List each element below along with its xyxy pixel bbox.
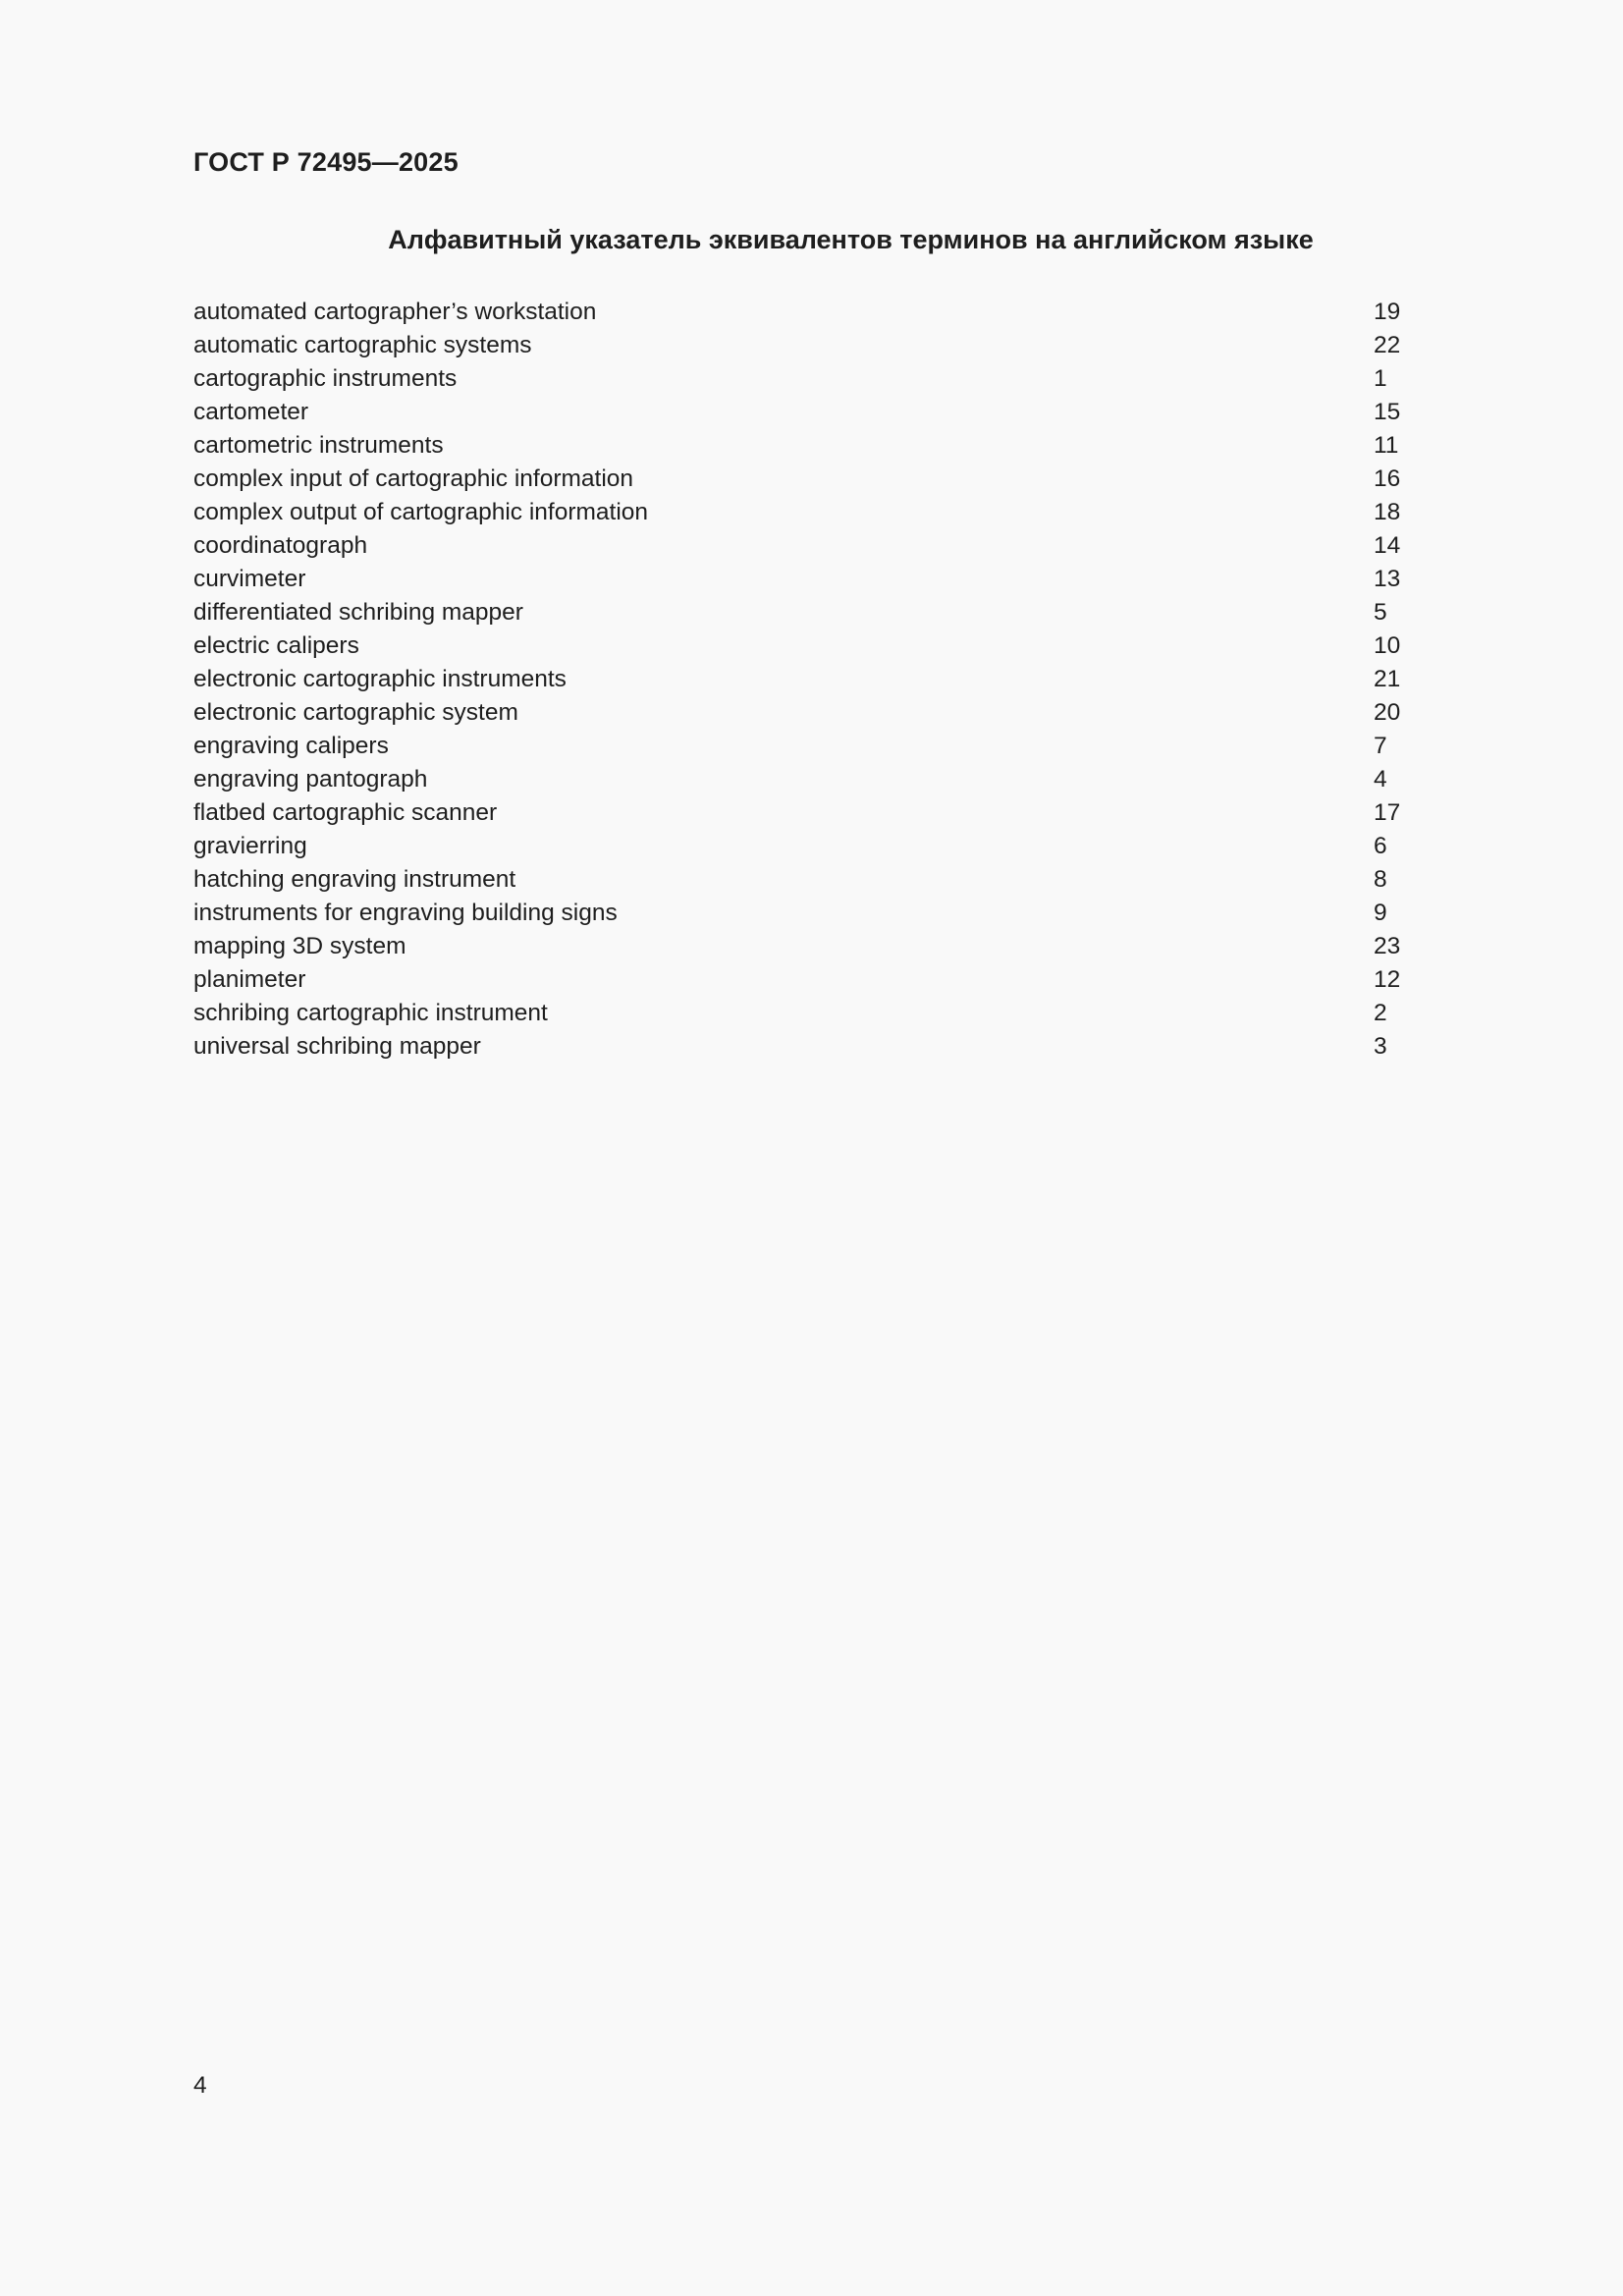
index-term-number: 11 — [1374, 432, 1399, 459]
index-row — [193, 696, 1406, 730]
index-row — [193, 396, 1406, 429]
page-number: 4 — [193, 2072, 207, 2099]
index-row — [193, 730, 1406, 763]
index-term-number: 15 — [1374, 399, 1401, 425]
index-term: mapping 3D system — [193, 933, 406, 959]
index-term-number: 22 — [1374, 332, 1401, 358]
index-term: coordinatograph — [193, 532, 368, 559]
index-term-number: 3 — [1374, 1033, 1387, 1060]
index-row — [193, 897, 1406, 930]
index-row — [193, 429, 1406, 463]
index-term: automated cartographer’s workstation — [193, 299, 597, 325]
index-row — [193, 496, 1406, 529]
index-row — [193, 997, 1406, 1030]
index-term: gravierring — [193, 833, 307, 859]
index-term-number: 4 — [1374, 766, 1387, 793]
index-term: complex output of cartographic information — [193, 499, 649, 525]
index-term-number: 14 — [1374, 532, 1401, 559]
index-term: universal schribing mapper — [193, 1033, 481, 1060]
index-term-number: 5 — [1374, 599, 1387, 626]
index-row — [193, 329, 1406, 362]
section-title: Алфавитный указатель эквивалентов терминов на английском языке — [388, 225, 1314, 254]
index-row — [193, 563, 1406, 596]
index-term-number: 9 — [1374, 900, 1387, 926]
index-row — [193, 629, 1406, 663]
index-term: schribing cartographic instrument — [193, 1000, 548, 1026]
index-term-number: 12 — [1374, 966, 1401, 993]
index-row — [193, 463, 1406, 496]
index-term: differentiated schribing mapper — [193, 599, 523, 626]
index-term: flatbed cartographic scanner — [193, 799, 498, 826]
term-index-list — [193, 296, 1406, 1064]
index-term-number: 19 — [1374, 299, 1401, 325]
index-term-number: 20 — [1374, 699, 1401, 726]
index-row — [193, 830, 1406, 863]
index-term: planimeter — [193, 966, 306, 993]
index-row — [193, 663, 1406, 696]
index-term-number: 21 — [1374, 666, 1401, 692]
index-term-number: 8 — [1374, 866, 1387, 893]
index-term-number: 2 — [1374, 1000, 1387, 1026]
index-row — [193, 763, 1406, 796]
index-term: cartographic instruments — [193, 365, 458, 392]
index-term: hatching engraving instrument — [193, 866, 516, 893]
index-term: complex input of cartographic information — [193, 465, 634, 492]
index-term: curvimeter — [193, 566, 306, 592]
index-term: instruments for engraving building signs — [193, 900, 618, 926]
index-row — [193, 1030, 1406, 1064]
index-term-number: 10 — [1374, 632, 1401, 659]
index-term-number: 1 — [1374, 365, 1387, 392]
index-term-number: 16 — [1374, 465, 1401, 492]
index-term-number: 7 — [1374, 733, 1387, 759]
index-row — [193, 863, 1406, 897]
index-row — [193, 296, 1406, 329]
index-row — [193, 362, 1406, 396]
index-row — [193, 930, 1406, 963]
index-term-number: 23 — [1374, 933, 1401, 959]
index-term: electronic cartographic instruments — [193, 666, 567, 692]
document-code: ГОСТ Р 72495—2025 — [193, 147, 459, 177]
index-row — [193, 796, 1406, 830]
index-row — [193, 963, 1406, 997]
index-term: engraving pantograph — [193, 766, 428, 793]
index-term-number: 13 — [1374, 566, 1401, 592]
index-term-number: 18 — [1374, 499, 1401, 525]
index-term-number: 6 — [1374, 833, 1387, 859]
index-term: cartometric instruments — [193, 432, 444, 459]
index-row — [193, 596, 1406, 629]
index-term: engraving calipers — [193, 733, 389, 759]
index-row — [193, 529, 1406, 563]
index-term: automatic cartographic systems — [193, 332, 532, 358]
index-term: electric calipers — [193, 632, 359, 659]
index-term: electronic cartographic system — [193, 699, 518, 726]
index-term: cartometer — [193, 399, 309, 425]
index-term-number: 17 — [1374, 799, 1401, 826]
